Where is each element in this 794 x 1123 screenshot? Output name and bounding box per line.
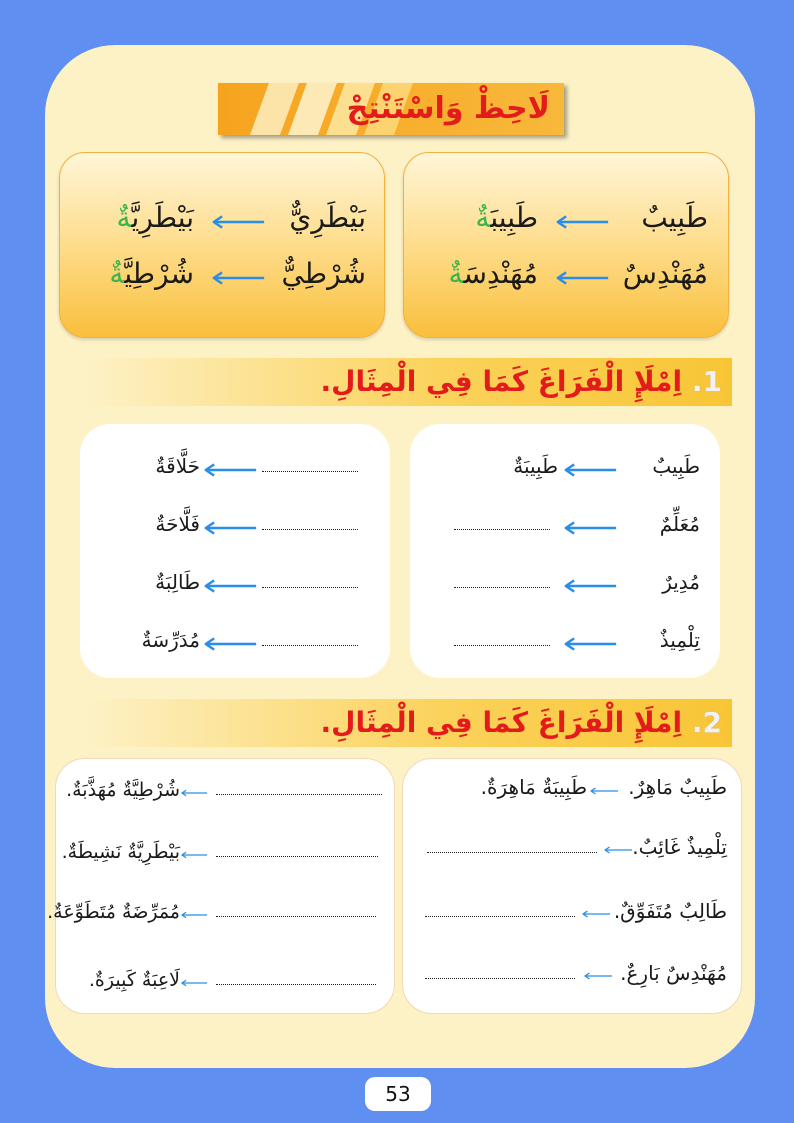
answer-blank[interactable]	[262, 528, 358, 530]
arrow-icon	[562, 637, 618, 651]
exercise-word: فَلَّاحَةٌ	[155, 512, 200, 536]
exercise-word: طَبِيبٌ	[652, 454, 700, 478]
masculine-word: مُهَنْدِسٌ	[622, 257, 708, 290]
arrow-icon	[583, 969, 613, 983]
masculine-word: طَبِيبٌ	[641, 201, 708, 234]
answer-blank[interactable]	[262, 470, 358, 472]
arrow-icon	[562, 579, 618, 593]
arrow-icon	[589, 784, 619, 798]
feminine-word: طَبِيبَةٌ	[475, 201, 538, 234]
exercise-word: مُدِيرٌ	[662, 570, 700, 594]
arrow-icon	[562, 463, 618, 477]
exercise-phrase: شُرْطِيَّةٌ مُهَذَّبَةٌ.	[66, 779, 180, 801]
exercise-phrase: لَاعِبَةٌ كَبِيرَةٌ.	[88, 969, 180, 991]
arrow-icon	[562, 521, 618, 535]
arrow-icon	[202, 579, 258, 593]
feminine-word: شُرْطِيَّةٌ	[109, 257, 194, 290]
header-banner	[218, 83, 564, 135]
arrow-icon	[202, 521, 258, 535]
exercise-phrase: طَبِيبٌ مَاهِرٌ.	[628, 775, 727, 799]
arrow-icon	[180, 848, 208, 862]
answer-example: طَبِيبَةٌ مَاهِرَةٌ.	[480, 775, 587, 799]
arrow-icon	[202, 463, 258, 477]
feminine-word: بَيْطَرِيَّةٌ	[116, 201, 194, 234]
answer-blank[interactable]	[262, 586, 358, 588]
answer-blank[interactable]	[216, 915, 376, 917]
section2-header	[86, 699, 732, 747]
arrow-icon	[603, 843, 633, 857]
example-box-right	[403, 152, 729, 338]
answer-blank[interactable]	[454, 586, 550, 588]
arrow-icon	[180, 908, 208, 922]
example-row	[60, 257, 386, 297]
arrow-icon	[554, 215, 610, 229]
section1-header	[86, 358, 732, 406]
example-row	[60, 201, 386, 241]
page-number: 53	[365, 1077, 431, 1111]
masculine-word: بَيْطَرِيٌّ	[289, 201, 366, 234]
answer-blank[interactable]	[425, 915, 575, 917]
exercise-phrase: طَالِبٌ مُتَفَوِّقٌ.	[613, 899, 727, 923]
exercise-word: تِلْمِيذٌ	[659, 628, 700, 652]
section2-right-box	[402, 758, 742, 1014]
answer-blank[interactable]	[454, 644, 550, 646]
exercise-word: مُعَلِّمٌ	[659, 512, 700, 536]
answer-blank[interactable]	[262, 644, 358, 646]
section1-left-box	[80, 424, 390, 678]
section1-title: 1. اِمْلَإِ الْفَرَاغَ كَمَا فِي الْمِثَالِ.	[320, 365, 722, 398]
answer-blank[interactable]	[425, 977, 575, 979]
example-box-left	[59, 152, 385, 338]
exercise-word: حَلَّاقَةٌ	[155, 454, 200, 478]
arrow-icon	[202, 637, 258, 651]
exercise-phrase: بَيْطَرِيَّةٌ نَشِيطَةٌ.	[61, 841, 180, 863]
section2-left-box	[47, 758, 395, 1014]
exercise-word: طَالِبَةٌ	[155, 570, 200, 594]
example-row	[404, 257, 730, 297]
arrow-icon	[554, 271, 610, 285]
arrow-icon	[581, 907, 611, 921]
exercise-phrase: تِلْمِيذٌ غَائِبٌ.	[632, 835, 727, 859]
answer-blank[interactable]	[216, 855, 378, 857]
example-row	[404, 201, 730, 241]
answer-blank[interactable]	[216, 983, 376, 985]
section2-title: 2. اِمْلَإِ الْفَرَاغَ كَمَا فِي الْمِثَالِ.	[320, 706, 722, 739]
answer-blank[interactable]	[427, 851, 597, 853]
header-title: لَاحِظْ وَاسْتَنْتِجْ	[346, 91, 550, 126]
section1-right-box	[410, 424, 720, 678]
arrow-icon	[210, 271, 266, 285]
answer-example: طَبِيبَةٌ	[513, 454, 558, 478]
feminine-word: مُهَنْدِسَةٌ	[448, 257, 538, 290]
exercise-phrase: مُهَنْدِسٌ بَارِعٌ.	[620, 961, 727, 985]
arrow-icon	[180, 786, 208, 800]
arrow-icon	[180, 976, 208, 990]
answer-blank[interactable]	[454, 528, 550, 530]
exercise-phrase: مُمَرِّضَةٌ مُتَطَوِّعَةٌ.	[47, 901, 180, 923]
arrow-icon	[210, 215, 266, 229]
answer-blank[interactable]	[216, 793, 382, 795]
exercise-word: مُدَرِّسَةٌ	[141, 628, 200, 652]
masculine-word: شُرْطِيٌّ	[281, 257, 366, 290]
